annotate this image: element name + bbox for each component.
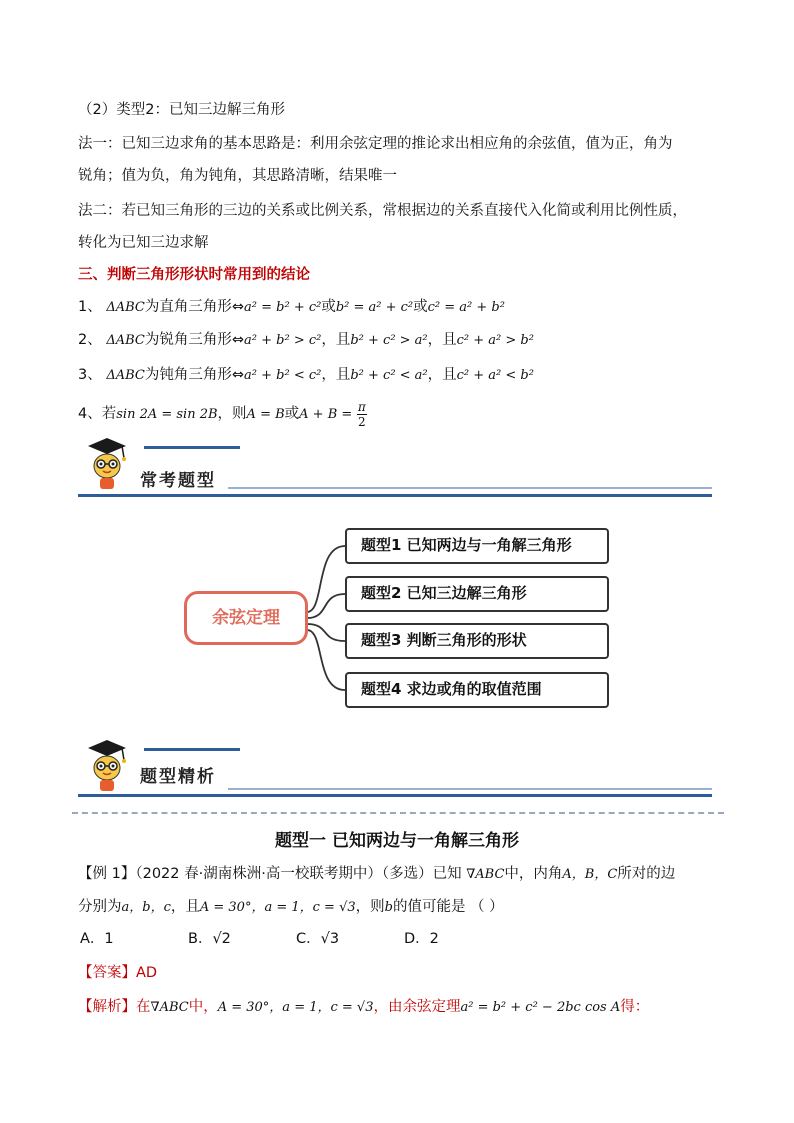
connector: 或 [284,406,300,422]
formula: a² + b² < c² [244,368,322,383]
given-values: A = 30°，a = 1，c = √3 [199,900,356,915]
analysis-text: ，由余弦定理 [373,999,461,1015]
formula: c² + a² > b² [456,333,534,348]
angles: A，B，C [562,867,618,882]
item-text: 为锐角三角形⇔ [144,332,245,348]
analysis-text: 中， [188,999,218,1015]
item-number: 1、 [78,299,102,315]
analysis-tag: 【解析】 [78,999,136,1015]
method1-line1: 法一：已知三边求角的基本思路是：利用余弦定理的推论求出相应角的余弦值，值为正，角为 [78,136,673,152]
scholar-mascot-icon [86,436,128,492]
example-source: （2022 春·湖南株洲·高一校联考期中）（多选）已知 [135,866,462,882]
connector: ，且 [321,332,351,348]
method2-line1: 法二：若已知三角形的三边的关系或比例关系，常根据边的关系直接代入化简或利用比例性质， [78,203,687,219]
banner-type-analysis [78,738,718,808]
connector: ，且 [427,332,457,348]
option-d: D．2 [404,931,439,947]
mindmap-branch-2: 题型2 已知三边解三角形 [345,576,609,612]
given-values: A = 30°，a = 1，c = √3 [217,1000,374,1015]
analysis-text: 得： [620,999,650,1015]
example-text: 分别为 [78,899,122,915]
connector: ，且 [427,367,457,383]
cosine-law-formula: a² = b² + c² − 2bc cos A [460,1000,621,1015]
conclusion-item-4 [78,396,367,433]
mindmap-center-node: 余弦定理 [184,591,308,645]
fraction-numerator: π [357,399,366,414]
sides: a，b，c [121,900,171,915]
item-text: 为直角三角形⇔ [144,299,245,315]
triangle-symbol: ∇ABC [466,867,505,882]
item-number: 3、 [78,367,102,383]
example-tag: 【例 1】 [78,866,136,882]
answer-value: AD [136,965,158,981]
item-text: 为钝角三角形⇔ [144,367,245,383]
answer-tag: 【答案】 [78,965,136,981]
formula: A = B [246,407,285,422]
connector: ，且 [321,367,351,383]
example-1-line1 [78,864,675,885]
formula: c² + a² < b² [456,368,534,383]
example-text: 所对的边 [617,866,676,882]
pi-over-2-fraction [357,400,367,429]
option-a: A．1 [80,931,114,947]
example-text: 中，内角 [504,866,563,882]
conclusion-item-2 [78,330,534,351]
item-number: 2、 [78,332,102,348]
conclusion-item-1 [78,297,505,318]
triangle-symbol: ∇ABC [150,1000,189,1015]
dashed-divider [72,812,724,814]
banner-common-types [78,436,718,506]
method1-line2: 锐角；值为负，角为钝角，其思路清晰，结果唯一 [78,168,397,184]
method2-line2: 转化为已知三边求解 [78,235,209,251]
formula: a² = b² + c² [244,300,322,315]
triangle-symbol: ΔABC [106,300,145,315]
connector: 若 [101,406,117,422]
formula: c² = a² + b² [427,300,505,315]
example-1-options [80,929,512,949]
option-c: C．√3 [296,931,340,947]
banner-title: 常考题型 [140,471,216,491]
formula: sin 2A = sin 2B [116,407,218,422]
example-text: ，则 [355,899,385,915]
type2-line: （2）类型2：已知三边解三角形 [78,102,285,118]
formula: b² + c² > a² [350,333,428,348]
scholar-mascot-icon [86,738,128,794]
answer-line [78,963,157,983]
type1-title: 题型一 已知两边与一角解三角形 [275,831,519,851]
connector: 或 [413,299,428,315]
connector: ，则 [217,406,247,422]
variable: b [384,900,393,915]
conclusion-item-3 [78,365,534,386]
formula: a² + b² > c² [244,333,322,348]
fraction-denominator: 2 [358,414,366,429]
item-number: 4、 [78,406,102,422]
formula: b² = a² + c² [335,300,414,315]
banner-title: 题型精析 [140,767,216,787]
formula: b² + c² < a² [350,368,428,383]
option-b: B．√2 [188,931,231,947]
analysis-line [78,997,649,1018]
mindmap-branch-1: 题型1 已知两边与一角解三角形 [345,528,609,564]
example-text: 的值可能是 （ ） [392,899,504,915]
triangle-symbol: ΔABC [106,333,145,348]
connector: 或 [321,299,336,315]
analysis-text: 在 [136,999,151,1015]
mindmap-branch-3: 题型3 判断三角形的形状 [345,623,609,659]
formula: A + B = [299,407,353,422]
example-1-line2 [78,897,504,918]
mindmap-branch-4: 题型4 求边或角的取值范围 [345,672,609,708]
example-text: ，且 [170,899,200,915]
section3-heading: 三、判断三角形形状时常用到的结论 [78,267,310,283]
triangle-symbol: ΔABC [106,368,145,383]
